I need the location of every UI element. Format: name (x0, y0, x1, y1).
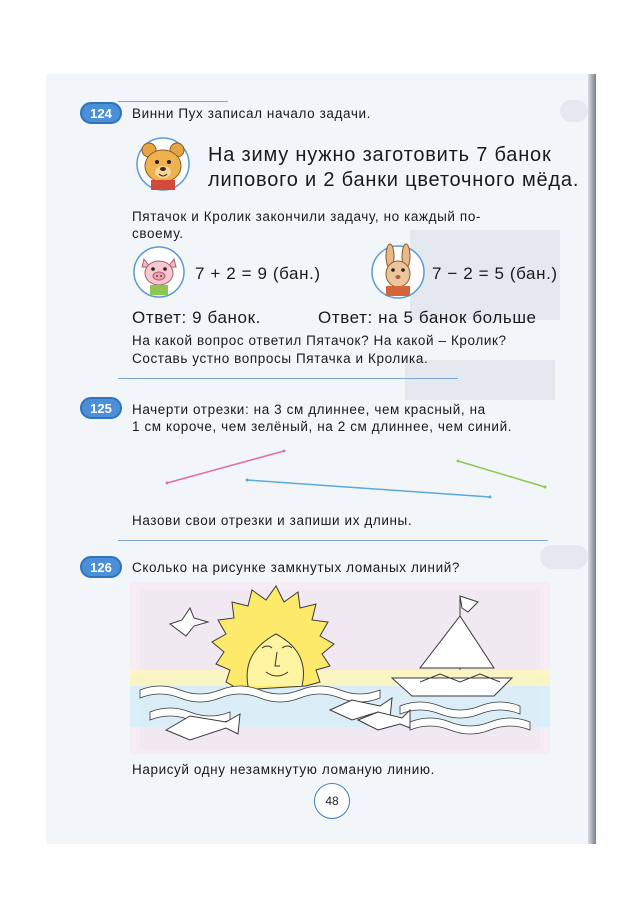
piglet-icon (132, 245, 186, 299)
section-divider (118, 540, 548, 541)
task126-footer: Нарисуй одну незамкнутую ломаную линию. (132, 762, 435, 777)
task125-line-1: Начерти отрезки: на 3 см длиннее, чем красный, на (132, 402, 486, 417)
piglet-equation: 7 + 2 = 9 (бан.) (195, 264, 321, 283)
bleed-badge (560, 100, 588, 122)
page-number: 48 (314, 783, 350, 819)
green-segment (458, 461, 545, 487)
blue-segment (247, 480, 490, 497)
task126-question: Сколько на рисунке замкнутых ломаных линий? (132, 560, 461, 575)
continue-line-1: Пятачок и Кролик закончили задачу, но каждый по- (132, 209, 482, 224)
rabbit-icon (370, 242, 426, 300)
rabbit-equation: 7 − 2 = 5 (бан.) (432, 264, 558, 283)
winnie-pooh-icon (133, 136, 193, 192)
question-line-2: Составь устно вопросы Пятачка и Кролика. (132, 351, 429, 366)
task-number-badge: 126 (80, 556, 122, 578)
red-segment (167, 451, 284, 483)
question-line-1: На какой вопрос ответил Пятачок? На какой – Кролик? (132, 333, 507, 348)
task125-footer: Назови свои отрезки и запиши их длины. (132, 513, 413, 528)
task125-line-2: 1 см короче, чем зелёный, на 2 см длиннее, чем синий. (132, 419, 513, 434)
task-number-badge: 124 (80, 102, 122, 124)
segments-drawing (150, 440, 560, 510)
continue-line-2: своему. (132, 226, 184, 241)
bleed-table-2 (405, 360, 555, 400)
task-number-badge: 125 (80, 397, 122, 419)
bleed-badge-2 (540, 545, 588, 569)
condition-line-2: липового и 2 банки цветочного мёда. (208, 169, 580, 191)
condition-line-1: На зиму нужно заготовить 7 банок (208, 144, 552, 166)
sun-boat-sea-illustration (130, 582, 550, 754)
piglet-answer: Ответ: 9 банок. (132, 308, 261, 327)
section-divider (118, 378, 458, 379)
page-binding-edge (588, 74, 596, 844)
task-intro-text: Винни Пух записал начало задачи. (132, 106, 371, 121)
rabbit-answer: Ответ: на 5 банок больше (318, 308, 537, 327)
task-divider (118, 101, 228, 102)
